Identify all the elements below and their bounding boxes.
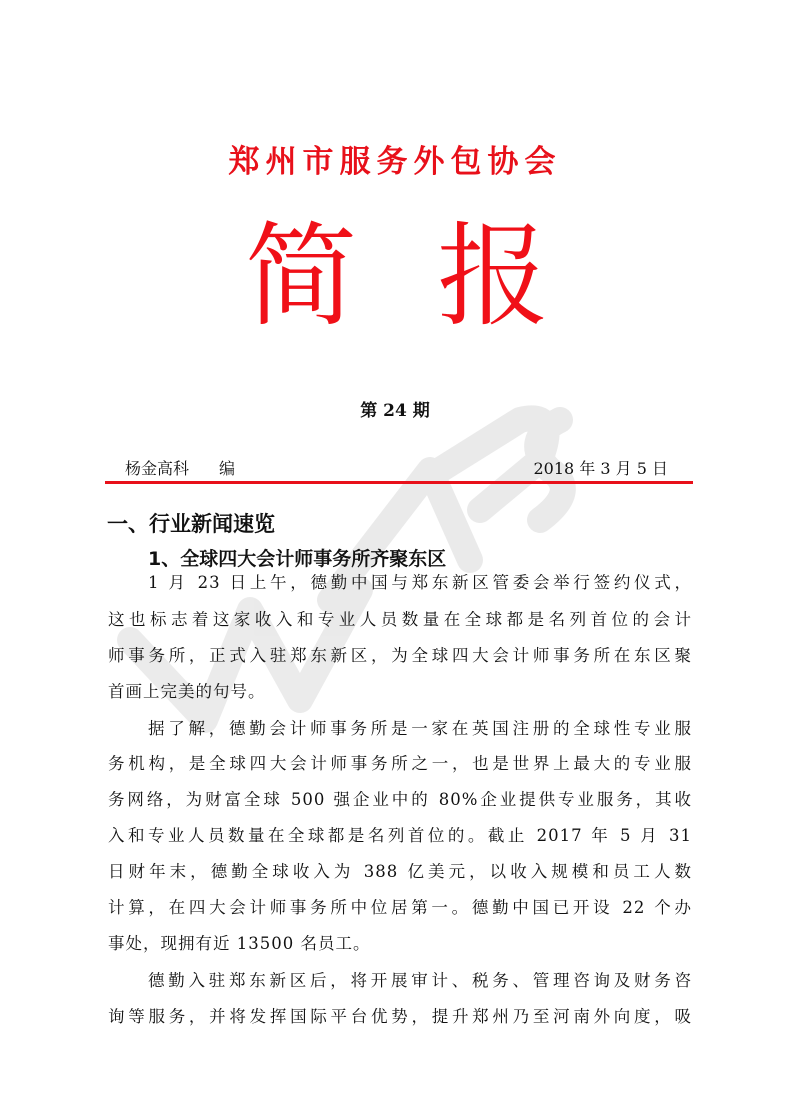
header-divider bbox=[105, 481, 693, 484]
bulletin-title-char-2: 报 bbox=[437, 212, 549, 342]
paragraph-line: 这也标志着这家收入和专业人员数量在全球都是名列首位的会计 bbox=[108, 610, 692, 629]
editor-suffix: 编 bbox=[219, 459, 236, 478]
editor-line bbox=[125, 456, 235, 479]
paragraph-line: 事处，现拥有近 13500 名员工。 bbox=[108, 934, 371, 953]
paragraph-line: 务机构，是全球四大会计师事务所之一，也是世界上最大的专业服 bbox=[108, 754, 692, 773]
paragraph-line: 1 月 23 日上午，德勤中国与郑东新区管委会举行签约仪式， bbox=[148, 573, 692, 592]
paragraph-line: 务网络，为财富全球 500 强企业中的 80%企业提供专业服务，其收 bbox=[108, 790, 692, 809]
section-heading: 一、行业新闻速览 bbox=[107, 512, 275, 536]
paragraph-line: 首画上完美的句号。 bbox=[108, 682, 266, 701]
paragraph-line: 计算，在四大会计师事务所中位居第一。德勤中国已开设 22 个办 bbox=[108, 898, 692, 917]
paragraph-line: 据了解，德勤会计师事务所是一家在英国注册的全球性专业服 bbox=[148, 719, 692, 738]
paragraph-line: 入和专业人员数量在全球都是名列首位的。截止 2017 年 5 月 31 bbox=[108, 826, 692, 845]
paragraph-line: 日财年末，德勤全球收入为 388 亿美元，以收入规模和员工人数 bbox=[108, 862, 692, 881]
paragraph-line: 询等服务，并将发挥国际平台优势，提升郑州乃至河南外向度，吸 bbox=[108, 1007, 692, 1026]
organization-name: 郑州市服务外包协会 bbox=[228, 144, 562, 180]
editor-name: 杨金高科 bbox=[125, 459, 190, 478]
issue-number: 第 24 期 bbox=[360, 401, 430, 421]
article-title: 1、全球四大会计师事务所齐聚东区 bbox=[148, 548, 447, 570]
paragraph-line: 德勤入驻郑东新区后，将开展审计、税务、管理咨询及财务咨 bbox=[148, 971, 692, 990]
publish-date: 2018 年 3 月 5 日 bbox=[533, 459, 668, 478]
bulletin-title-char-1: 简 bbox=[245, 212, 357, 342]
paragraph-line: 师事务所，正式入驻郑东新区，为全球四大会计师事务所在东区聚 bbox=[108, 646, 692, 665]
